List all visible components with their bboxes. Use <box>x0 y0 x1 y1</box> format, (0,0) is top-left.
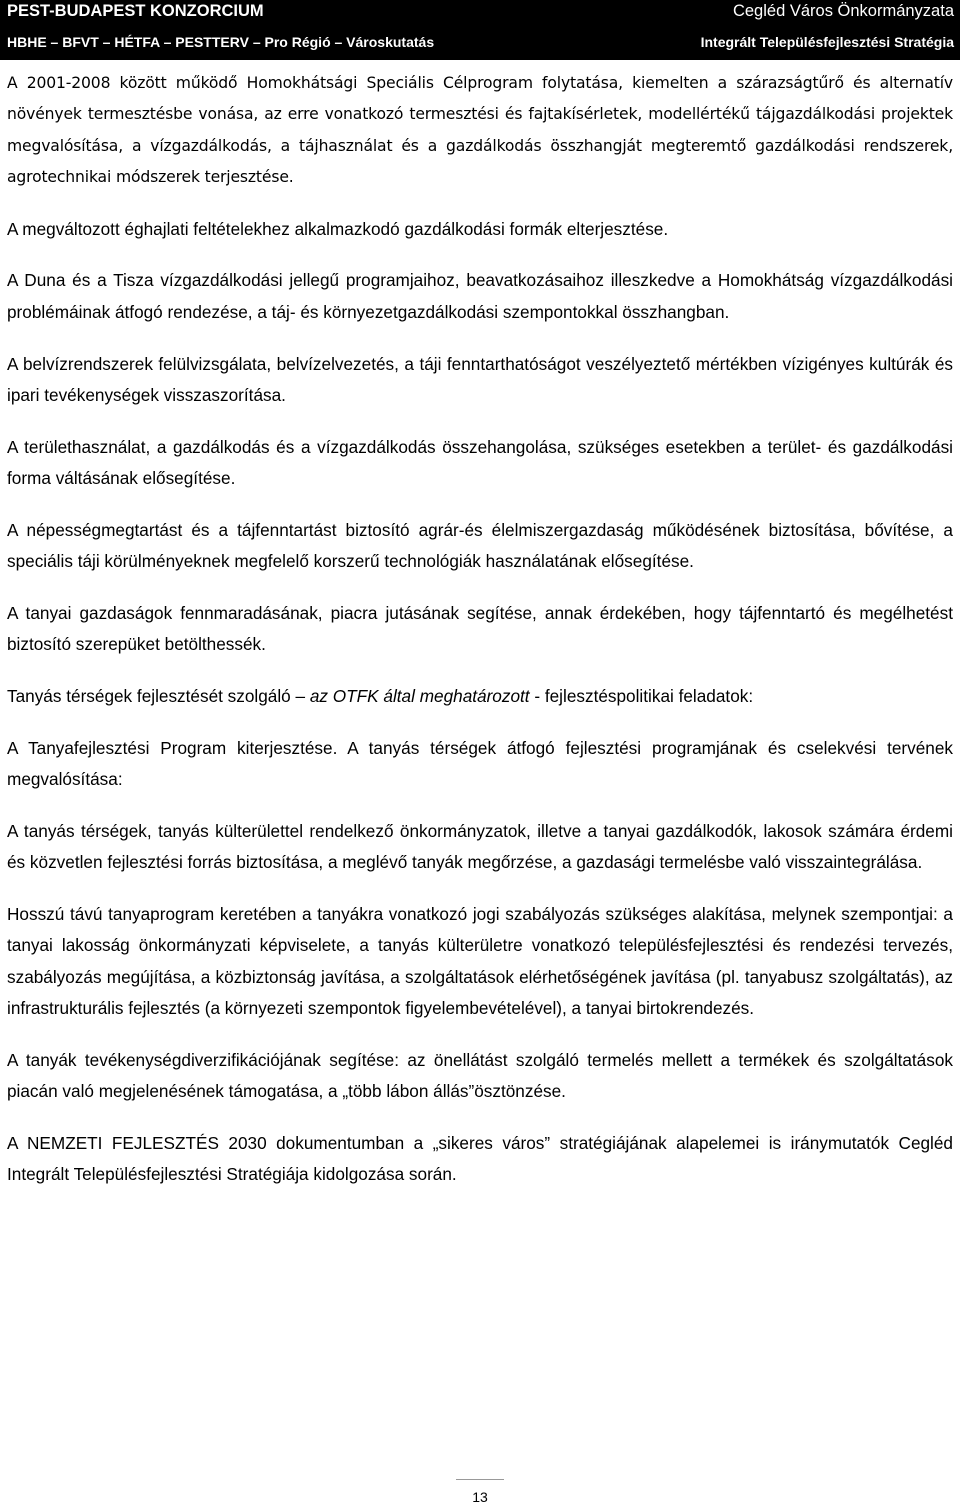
document-body <box>7 68 953 1211</box>
paragraph-climate-adaptation: A megváltozott éghajlati feltételekhez alkalmazkodó gazdálkodási formák elterjesztése. <box>7 218 669 239</box>
header-top-row <box>7 2 954 21</box>
paragraph-tanya-program: A Tanyafejlesztési Program kiterjesztése. A tanyás térségek átfogó fejlesztési programjának és cselekvési tervének megvalósítása: <box>7 737 953 790</box>
paragraph-long-term-program: Hosszú távú tanyaprogram keretében a tanyákra vonatkozó jogi szabályozás szükséges alakítása, melynek szempontjai: a tanyai lakosság önkormányzati képviselete, a tanyás külterületre vonatkozó településfejlesztési és rendezési tervezés, szabályozás megújítása, a közbiztonság javítása, a szolgáltatások elérhetőségének javítása (pl. tanyabusz szolgáltatás), az infrastrukturális fejlesztés (a környezeti szempontok figyelembevételével), a tanyai birtokrendezés. <box>7 903 953 1018</box>
paragraph-nemzeti-fejlesztes: A NEMZETI FEJLESZTÉS 2030 dokumentumban a „sikeres város” stratégiájának alapelemei is iránymutatók Cegléd Integrált Településfejlesztési Stratégiája kidolgozása során. <box>7 1132 953 1185</box>
otfk-text-italic: az OTFK által meghatározott <box>309 685 530 706</box>
page-header <box>0 0 960 60</box>
page-number: 13 <box>472 1489 488 1505</box>
paragraph-farmsteads: A tanyai gazdaságok fennmaradásának, piacra jutásának segítése, annak érdekében, hogy tájfenntartó és megélhetést biztosító szerepüket betölthessék. <box>7 602 953 655</box>
paragraph-funding: A tanyás térségek, tanyás külterülettel rendelkező önkormányzatok, illetve a tanyai gazdálkodók, lakosok számára érdemi és közvetlen fejlesztési forrás biztosítása, a meglévő tanyák megőrzése, a gazdasági termelésbe való visszaintegrálása. <box>7 820 953 873</box>
paragraph-land-use: A területhasználat, a gazdálkodás és a vízgazdálkodás összehangolása, szükséges esetekben a terület- és gazdálkodási forma váltásának elősegítése. <box>7 436 953 488</box>
paragraph-diversification: A tanyák tevékenységdiverzifikációjának segítése: az önellátást szolgáló termelés mellett a termékek és szolgáltatások piacán való megjelenésének támogatása, a „több lábon állás”ösztönzése. <box>7 1049 953 1101</box>
consortium-name: PEST-BUDAPEST KONZORCIUM <box>7 2 264 20</box>
otfk-text-before: Tanyás térségek fejlesztését szolgáló – <box>7 685 310 706</box>
footer-divider <box>456 1479 504 1480</box>
paragraph-homokhatsag-program: A 2001-2008 között működő Homokhátsági Speciális Célprogram folytatása, kiemelten a szárazságtűrő és alternatív növények termesztésbe vonása, az erre vonatkozó termesztési és fajtakísérletek, modellértékű tájgazdálkodási projektek megvalósítása, a vízgazdálkodás, a tájhasználat és a gazdálkodás összhangját megteremtő gazdálkodási rendszerek, agrotechnikai módszerek terjesztése. <box>7 74 953 186</box>
otfk-text-after: - fejlesztéspolitikai feladatok: <box>529 685 754 706</box>
header-bottom-row <box>7 34 954 50</box>
document-title: Integrált Településfejlesztési Stratégia <box>700 34 954 50</box>
paragraph-duna-tisza: A Duna és a Tisza vízgazdálkodási jellegű programjaihoz, beavatkozásaihoz illeszkedve a Homokhátság vízgazdálkodási problémáinak átfogó rendezése, a táj- és környezetgazdálkodási szempontokkal összhangban. <box>7 270 953 322</box>
paragraph-otfk-tasks <box>7 681 953 712</box>
paragraph-population-retention: A népességmegtartást és a tájfenntartást biztosító agrár-és élelmiszergazdaság működésének biztosítása, bővítése, a speciális táji körülményeknek megfelelő korszerű technológiák használatának elősegítése. <box>7 519 953 572</box>
paragraph-belviz: A belvízrendszerek felülvizsgálata, belvízelvezetés, a táji fenntarthatóságot veszélyeztető mértékben vízigényes kultúrák és ipari tevékenységek visszaszorítása. <box>7 353 953 405</box>
municipality-name: Cegléd Város Önkormányzata <box>732 2 954 20</box>
consortium-members: HBHE – BFVT – HÉTFA – PESTTERV – Pro Régió – Városkutatás <box>7 34 435 50</box>
